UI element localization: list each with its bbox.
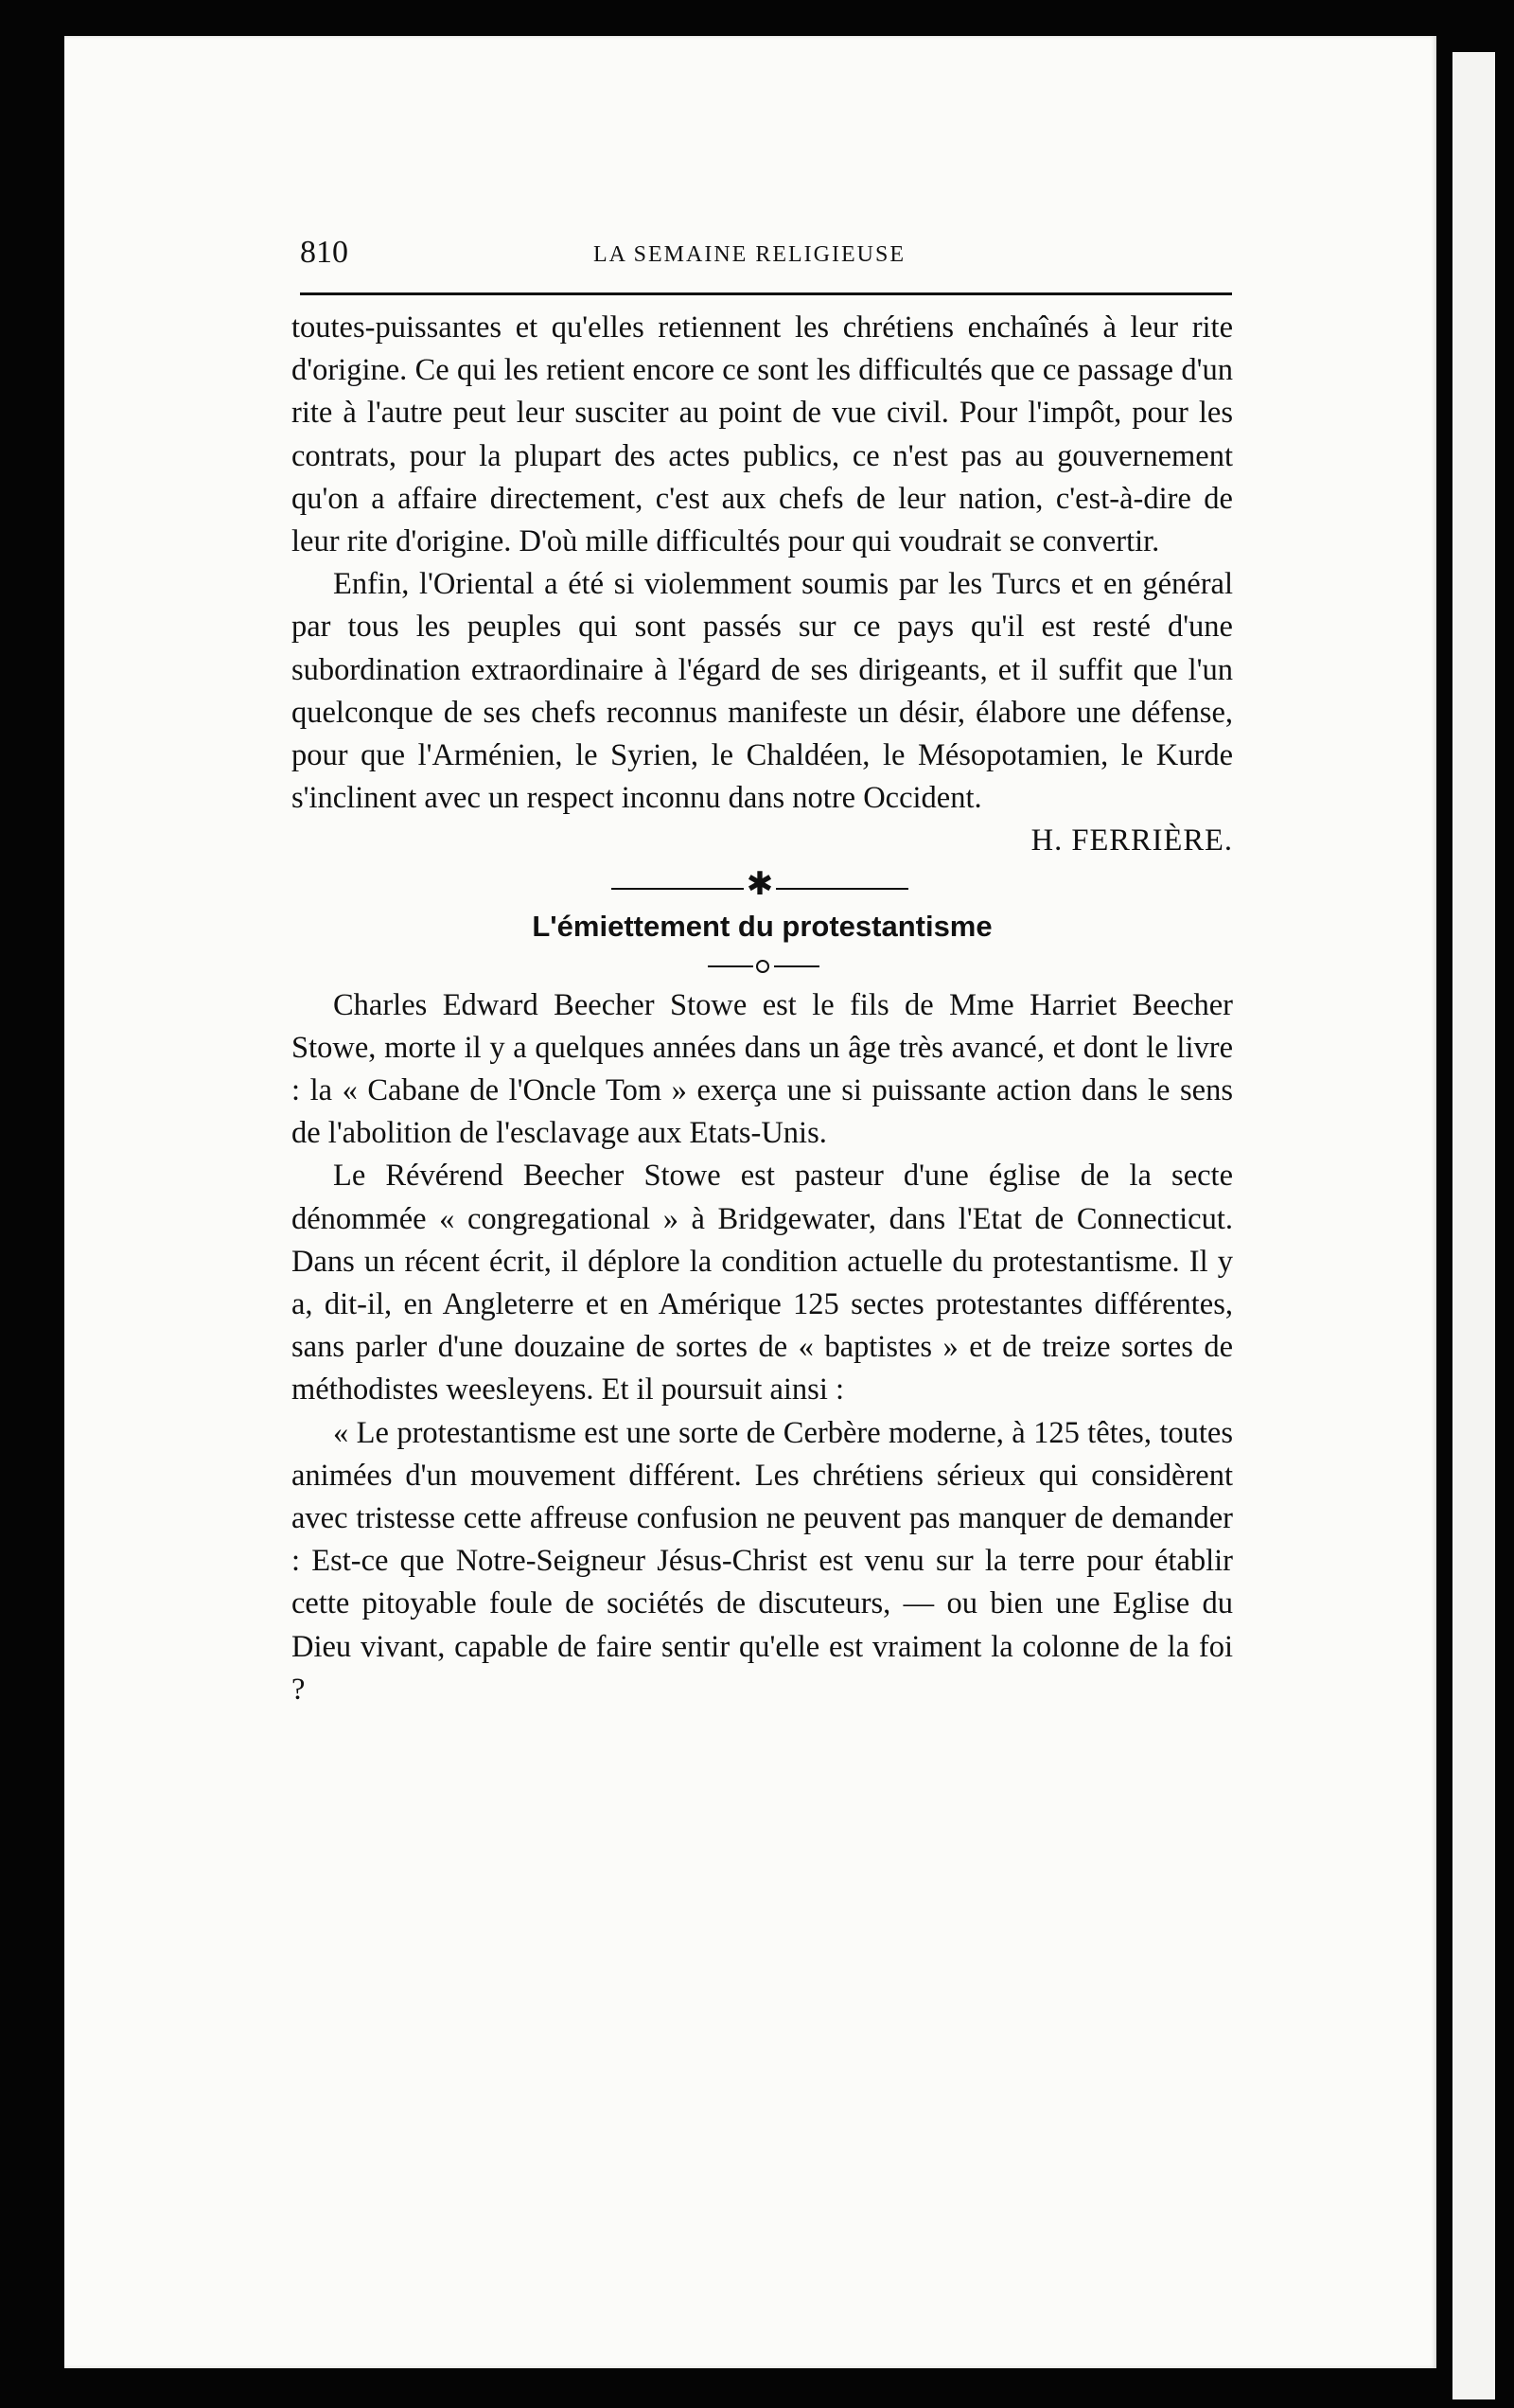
circle-ornament bbox=[756, 960, 769, 973]
quotation-paragraph: « Le protestantisme est une sorte de Cerbère moderne, à 125 têtes, toutes animées d'un mouvement différent. Les chrétiens sérieux qui considèrent avec tristesse cette affreuse confusion ne peuvent pas manquer de demander : Est-ce que Notre-Seigneur Jésus-Christ est venu sur la terre pour établir cette pitoyable foule de sociétés de discuteurs, — ou bien une Eglise du Dieu vivant, capable de faire sentir qu'elle est vraiment la colonne de la foi ? bbox=[291, 1415, 1233, 1707]
separator-line-left bbox=[611, 888, 744, 890]
article-title: L'émiettement du protestantisme bbox=[532, 909, 993, 943]
page-header bbox=[300, 235, 1232, 284]
page-number: 810 bbox=[300, 235, 348, 270]
asterisk-ornament: ✱ bbox=[746, 866, 774, 902]
paragraph-continued: toutes-puissantes et qu'elles retiennent les chrétiens enchaînés à leur rite d'origine. Ce qui les retient encore ce sont les difficultés que ce passage d'un rite à l'autre peut leur susciter au point de vue civil. Pour l'impôt, pour les contrats, pour la plupart des actes publics, ce n'est pas au gouvernement qu'on a affaire directement, c'est aux chefs de leur nation, c'est-à-dire de leur rite d'origine. D'où mille difficultés pour qui voudrait se convertir. bbox=[291, 310, 1233, 559]
title-separator bbox=[291, 948, 1233, 984]
separator-line-right bbox=[774, 965, 819, 967]
separator-line-left bbox=[708, 965, 753, 967]
section-separator bbox=[291, 866, 1233, 905]
page-body bbox=[291, 307, 1233, 1711]
author-signature: H. FERRIÈRE. bbox=[1030, 823, 1233, 859]
facing-page-edge bbox=[1452, 52, 1495, 2399]
paragraph: Charles Edward Beecher Stowe est le fils de Mme Harriet Beecher Stowe, morte il y a quelques années dans un âge très avancé, et dont le livre : la « Cabane de l'Oncle Tom » exerça une si puissante action dans le sens de l'abolition de l'esclavage aux Etats-Unis. bbox=[291, 987, 1233, 1151]
separator-line-right bbox=[776, 888, 908, 890]
paragraph: Le Révérend Beecher Stowe est pasteur d'une église de la secte dénommée « congregational » à Bridgewater, dans l'Etat de Connecticut. Dans un récent écrit, il déplore la condition actuelle du protestantisme. Il y a, dit-il, en Angleterre et en Amérique 125 sectes protestantes différentes, sans parler d'une douzaine de sortes de « baptistes » et de treize sortes de méthodistes weesleyens. Et il poursuit ainsi : bbox=[291, 1159, 1233, 1408]
paragraph: Enfin, l'Oriental a été si violemment soumis par les Turcs et en général par tous les peuples qui sont passés sur ce pays qu'il est resté d'une subordination extraordinaire à l'égard de ses dirigeants, et il suffit que l'un quelconque de ses chefs reconnus manifeste un désir, élabore une défense, pour que l'Arménien, le Syrien, le Chaldéen, le Mésopotamien, le Kurde s'inclinent avec un respect inconnu dans notre Occident. bbox=[291, 567, 1233, 816]
running-title: LA SEMAINE RELIGIEUSE bbox=[593, 242, 906, 267]
header-rule bbox=[300, 292, 1232, 295]
